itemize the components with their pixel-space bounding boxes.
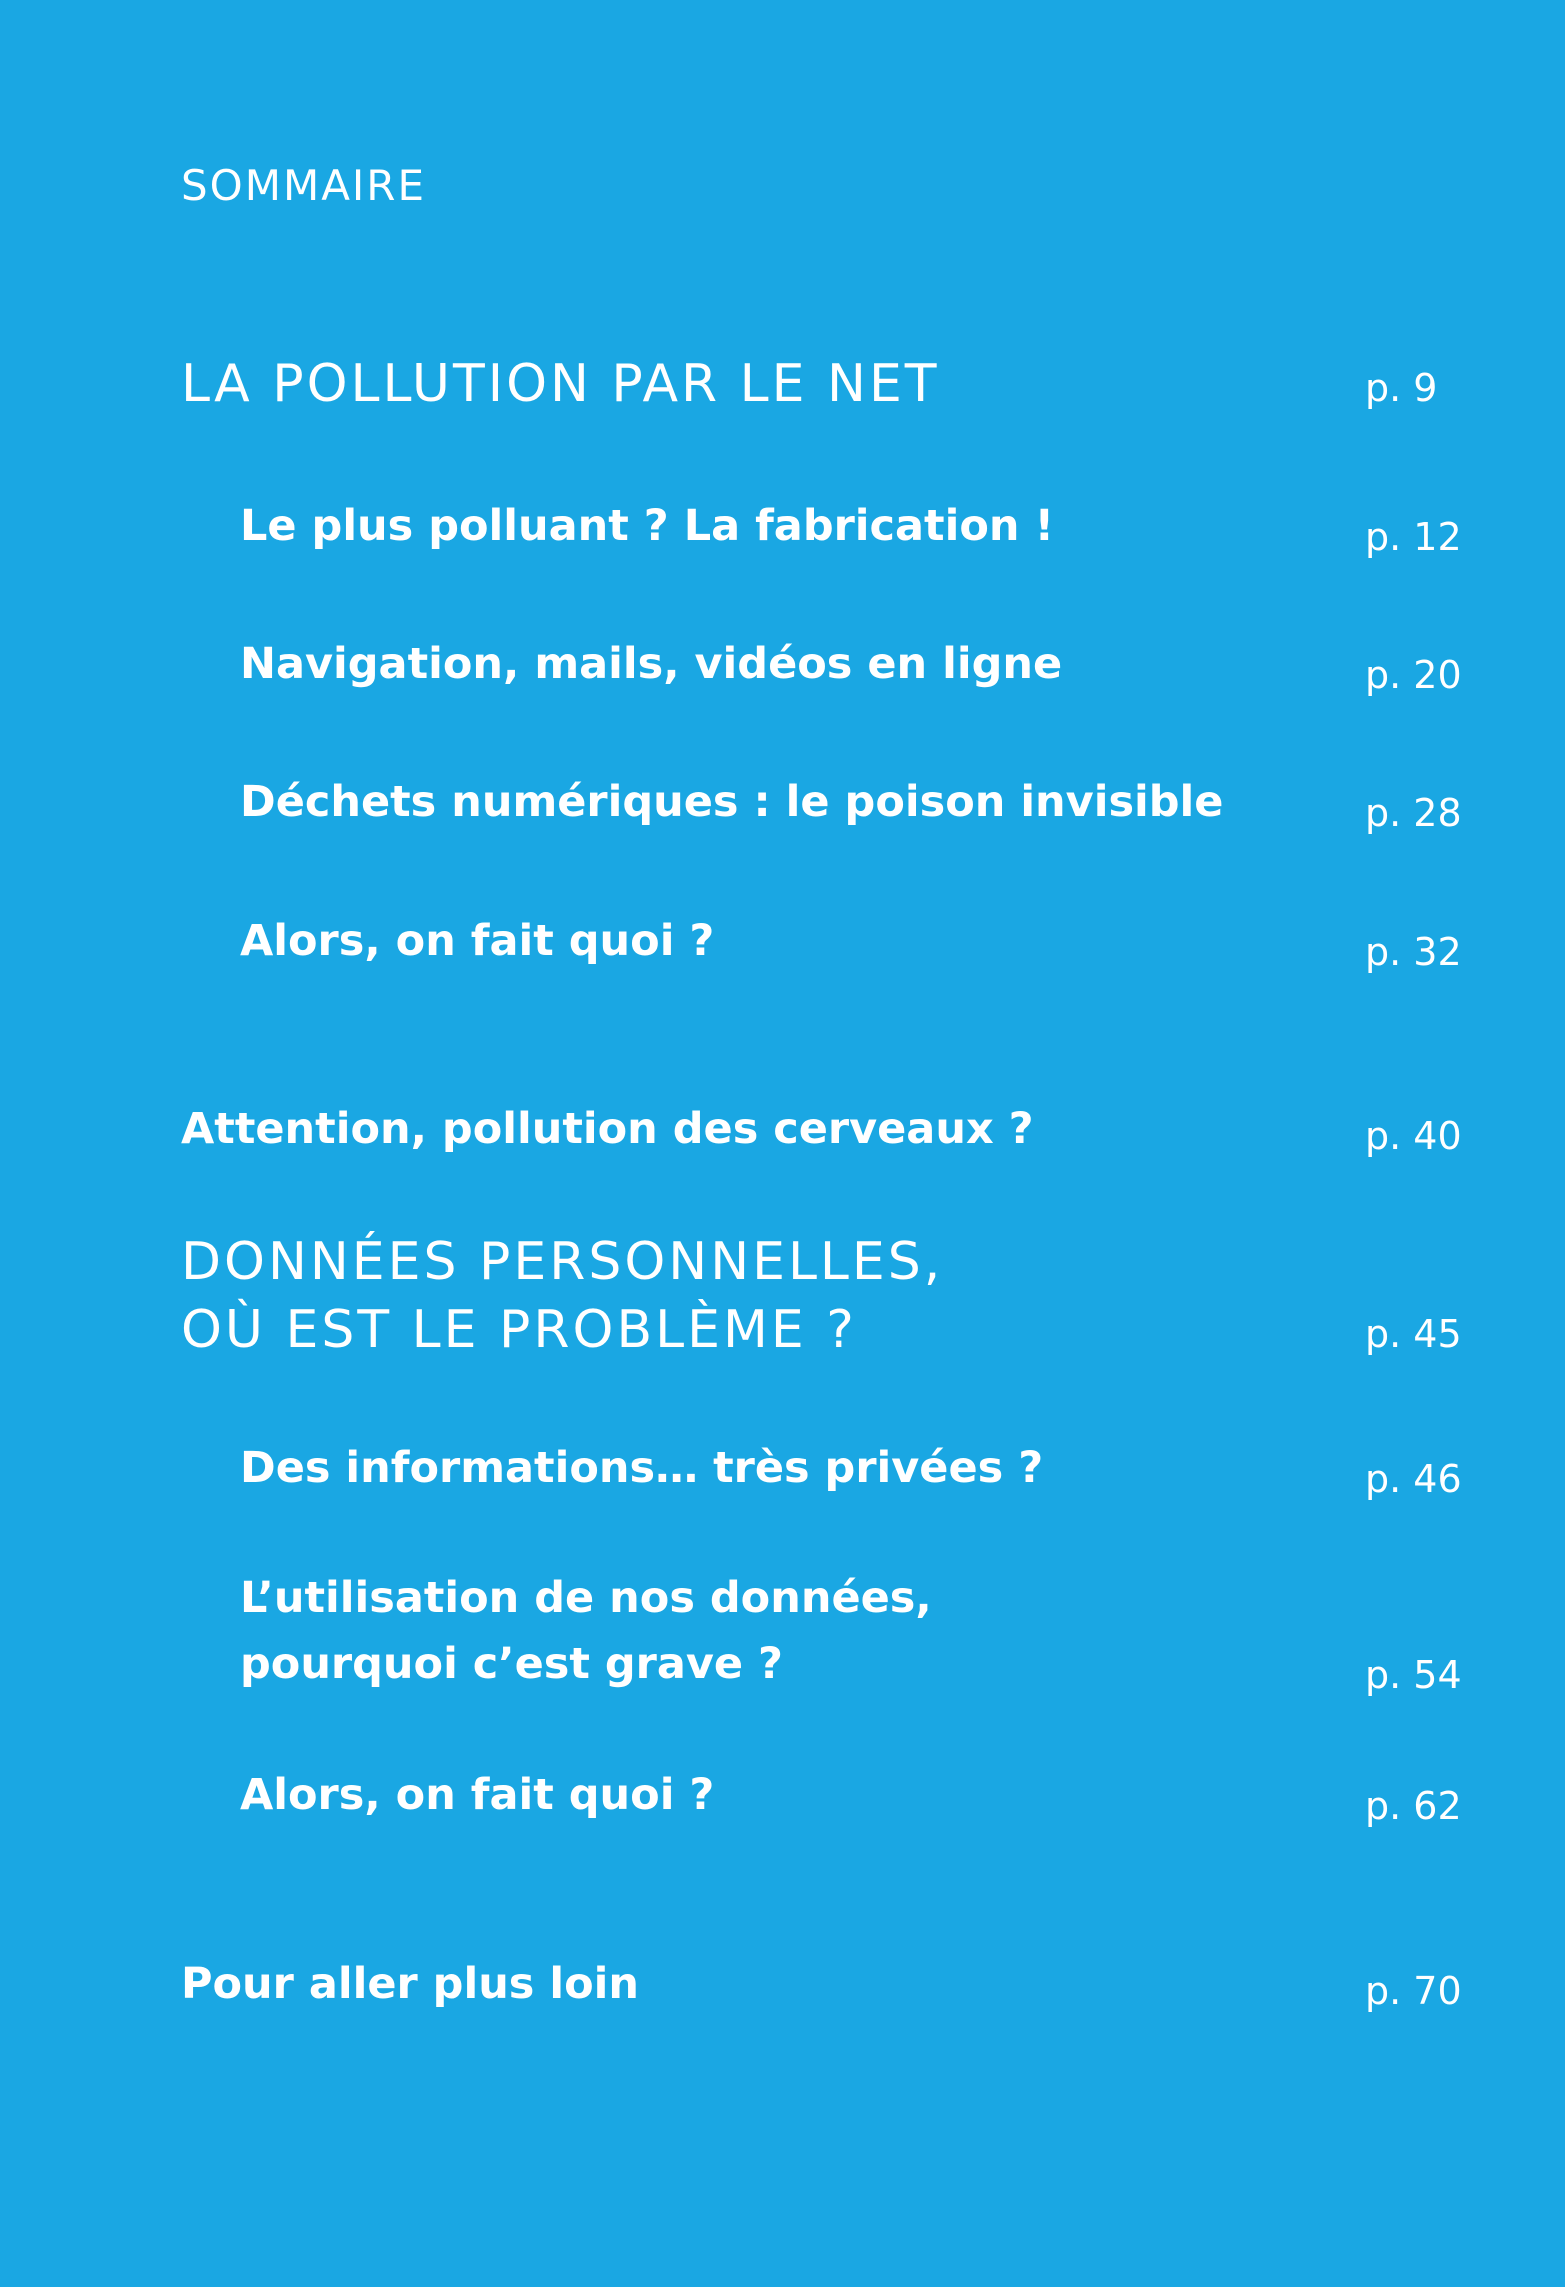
toc-entry-page-number: p. 12 — [1365, 515, 1462, 559]
toc-entry-title-line: Déchets numériques : le poison invisible — [240, 777, 1224, 827]
toc-entry-page-number: p. 45 — [1365, 1312, 1462, 1356]
toc-entry-page-number: p. 62 — [1365, 1784, 1462, 1828]
toc-entry-utilisation-donnees[interactable] — [181, 1565, 1462, 1697]
toc-entry-title — [181, 1955, 639, 2013]
toc-entry-page-number: p. 28 — [1365, 791, 1462, 835]
toc-entry-page-number: p. 46 — [1365, 1457, 1462, 1501]
toc-entry-navigation[interactable] — [181, 631, 1462, 697]
toc-entry-pollution-par-le-net[interactable] — [181, 350, 1451, 418]
toc-entry-title-line: LA POLLUTION PAR LE NET — [181, 354, 940, 414]
toc-entry-page-number: p. 20 — [1365, 653, 1462, 697]
toc-entry-title — [240, 769, 1223, 835]
toc-entry-title-line: pourquoi c’est grave ? — [240, 1639, 784, 1689]
toc-entry-pollution-des-cerveaux[interactable] — [181, 1100, 1462, 1158]
toc-entry-page-number: p. 9 — [1365, 366, 1438, 410]
toc-entry-title-line: OÙ EST LE PROBLÈME ? — [181, 1300, 857, 1360]
toc-heading: SOMMAIRE — [181, 161, 427, 210]
toc-entry-title — [240, 908, 714, 974]
toc-entry-page-number: p. 70 — [1365, 1969, 1462, 2013]
toc-entry-title — [240, 493, 1054, 559]
toc-entry-page-number: p. 32 — [1365, 930, 1462, 974]
toc-entry-page-number: p. 40 — [1365, 1114, 1462, 1158]
toc-entry-title-line: Le plus polluant ? La fabrication ! — [240, 501, 1055, 551]
toc-entry-alors-on-fait-quoi-1[interactable] — [181, 908, 1462, 974]
toc-entry-pour-aller-plus-loin[interactable] — [181, 1955, 1462, 2013]
toc-entry-dechets-numeriques[interactable] — [181, 769, 1462, 835]
toc-entry-title-line: Attention, pollution des cerveaux ? — [181, 1104, 1034, 1154]
toc-entry-title-line: Des informations… très privées ? — [240, 1443, 1044, 1493]
toc-entry-title-line: Alors, on fait quoi ? — [240, 1770, 715, 1820]
toc-entry-fabrication[interactable] — [181, 493, 1462, 559]
toc-entry-title — [181, 1228, 943, 1364]
toc-entry-title — [181, 1100, 1034, 1158]
toc-entry-title-line: Pour aller plus loin — [181, 1959, 640, 2009]
toc-entry-title — [240, 631, 1062, 697]
toc-entry-title-line: Navigation, mails, vidéos en ligne — [240, 639, 1063, 689]
toc-entry-title — [181, 350, 940, 418]
toc-entry-title-line: L’utilisation de nos données, — [240, 1573, 932, 1623]
toc-entry-informations-privees[interactable] — [181, 1435, 1462, 1501]
toc-entry-title-line: DONNÉES PERSONNELLES, — [181, 1232, 944, 1292]
toc-entry-title-line: Alors, on fait quoi ? — [240, 916, 715, 966]
toc-entry-title — [240, 1762, 714, 1828]
toc-entry-alors-on-fait-quoi-2[interactable] — [181, 1762, 1462, 1828]
toc-entry-title — [240, 1565, 932, 1697]
toc-entry-donnees-personnelles[interactable] — [181, 1228, 1462, 1364]
toc-entry-page-number: p. 54 — [1365, 1653, 1462, 1697]
toc-entry-title — [240, 1435, 1043, 1501]
